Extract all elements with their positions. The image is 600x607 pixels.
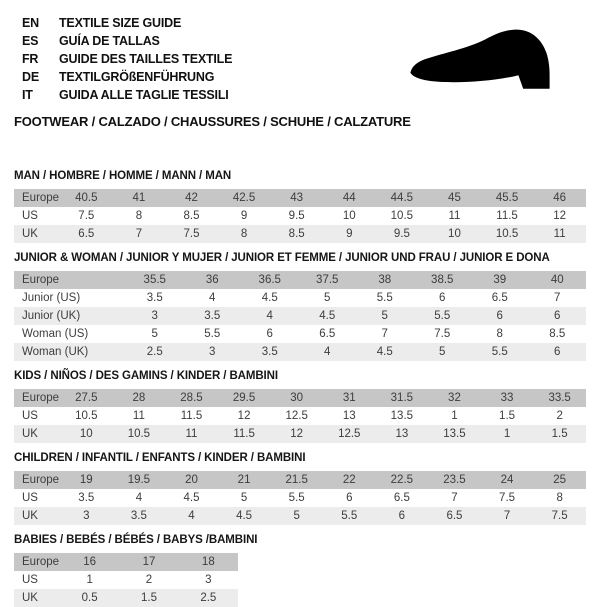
size-cell: 9 [346, 228, 353, 240]
size-table [14, 471, 586, 525]
size-cell: 6 [439, 292, 446, 304]
row-label: UK [22, 428, 38, 440]
size-cell: 3.5 [146, 292, 163, 304]
size-cell: 6.5 [319, 328, 336, 340]
size-table-title: MAN / HOMBRE / HOMME / MANN / MAN [14, 170, 232, 182]
size-table [14, 189, 586, 243]
row-label: Woman (UK) [22, 346, 89, 358]
size-cell: 6.5 [491, 292, 508, 304]
row-label: US [22, 574, 38, 586]
size-cell: 39 [493, 274, 507, 286]
table-row [14, 207, 586, 225]
size-cell: 43 [290, 192, 304, 204]
size-cell: 9 [240, 210, 248, 222]
size-cell: 6 [554, 310, 561, 322]
size-cell: 44.5 [390, 192, 414, 204]
size-cell: 41 [132, 192, 146, 204]
size-cell: 10.5 [127, 428, 151, 440]
size-cell: 11 [553, 228, 566, 240]
size-cell: 8.5 [549, 328, 566, 340]
size-cell: 24 [500, 474, 514, 486]
size-cell: 0.5 [81, 592, 98, 604]
size-cell: 1 [451, 410, 458, 422]
size-cell: 5 [381, 310, 388, 322]
size-cell: 3.5 [204, 310, 221, 322]
size-cell: 7.5 [78, 210, 95, 222]
size-table-section [14, 252, 586, 361]
size-cell: 5.5 [376, 292, 393, 304]
table-row [14, 589, 238, 607]
table-row [14, 189, 586, 207]
size-cell: 17 [142, 556, 156, 568]
size-cell: 5 [439, 346, 446, 358]
size-cell: 12.5 [338, 428, 361, 440]
size-table [14, 553, 238, 607]
size-cell: 11 [448, 210, 461, 222]
size-cell: 6 [554, 346, 561, 358]
table-row [14, 425, 586, 443]
size-cell: 3 [205, 574, 212, 586]
size-cell: 19 [79, 474, 93, 486]
size-cell: 5 [151, 328, 158, 340]
size-cell: 1 [503, 428, 511, 440]
size-cell: 6.5 [78, 228, 95, 240]
size-cell: 38 [378, 274, 392, 286]
size-cell: 4 [135, 492, 143, 504]
size-cell: 10.5 [495, 228, 519, 240]
size-cell: 4.5 [236, 510, 253, 522]
size-cell: 1.5 [499, 410, 516, 422]
size-cell: 12 [237, 410, 251, 422]
language-code: DE [22, 70, 39, 84]
size-cell: 7.5 [434, 328, 451, 340]
size-cell: 9.5 [393, 228, 410, 240]
size-cell: 2.5 [146, 346, 163, 358]
size-cell: 40.5 [75, 192, 98, 204]
row-label: Europe [22, 474, 60, 486]
size-cell: 45 [448, 192, 461, 204]
language-code: FR [22, 52, 39, 66]
language-label: GUIDA ALLE TAGLIE TESSILI [59, 88, 229, 102]
size-cell: 10 [79, 428, 93, 440]
size-cell: 46 [553, 192, 567, 204]
size-cell: 6.5 [393, 492, 410, 504]
size-cell: 18 [201, 556, 215, 568]
header [0, 0, 600, 131]
category-title: FOOTWEAR / CALZADO / CHAUSSURES / SCHUHE / CALZATURE [14, 114, 411, 129]
size-cell: 30 [290, 392, 304, 404]
size-table-title: JUNIOR & WOMAN / JUNIOR Y MUJER / JUNIOR ET FEMME / JUNIOR UND FRAU / JUNIOR E DONA [14, 252, 550, 264]
size-cell: 5 [240, 492, 248, 504]
size-cell: 6 [496, 310, 503, 322]
size-cell: 7 [381, 328, 388, 340]
size-cell: 1.5 [551, 428, 568, 440]
size-cell: 9.5 [288, 210, 305, 222]
size-table [14, 271, 586, 361]
size-cell: 7 [135, 228, 143, 240]
language-code: EN [22, 16, 39, 30]
size-cell: 11 [132, 410, 145, 422]
size-cell: 3.5 [78, 492, 95, 504]
size-tables [0, 170, 600, 607]
size-cell: 25 [553, 474, 567, 486]
table-row [14, 271, 586, 289]
table-row [14, 389, 586, 407]
size-cell: 3.5 [130, 510, 147, 522]
size-cell: 8.5 [183, 210, 200, 222]
size-cell: 2.5 [200, 592, 217, 604]
size-cell: 29.5 [232, 392, 256, 404]
row-label: Europe [22, 192, 60, 204]
size-table-title: CHILDREN / INFANTIL / ENFANTS / KINDER / BAMBINI [14, 452, 306, 464]
size-cell: 13.5 [443, 428, 466, 440]
language-label: TEXTILGRÖßENFÜHRUNG [59, 70, 215, 84]
size-cell: 4 [188, 510, 195, 522]
size-cell: 10 [342, 210, 356, 222]
size-cell: 31.5 [390, 392, 414, 404]
row-label: Europe [22, 274, 60, 286]
size-cell: 36.5 [258, 274, 281, 286]
table-row [14, 507, 586, 525]
table-row [14, 289, 586, 307]
size-cell: 6 [398, 510, 406, 522]
language-label: GUIDE DES TAILLES TEXTILE [59, 52, 233, 66]
row-label: Woman (US) [22, 328, 89, 340]
table-row [14, 225, 586, 243]
size-cell: 10.5 [75, 410, 98, 422]
size-cell: 4.5 [319, 310, 336, 322]
row-label: US [22, 410, 38, 422]
size-cell: 37.5 [316, 274, 339, 286]
size-cell: 16 [83, 556, 97, 568]
size-cell: 2 [556, 410, 563, 422]
size-cell: 28 [132, 392, 146, 404]
size-cell: 1 [86, 574, 93, 586]
size-cell: 35.5 [143, 274, 166, 286]
table-row [14, 489, 586, 507]
size-cell: 11.5 [496, 210, 518, 222]
size-cell: 20 [185, 474, 198, 486]
size-table-title: KIDS / NIÑOS / DES GAMINS / KINDER / BAMBINI [14, 370, 278, 382]
table-row [14, 571, 238, 589]
size-cell: 21 [237, 474, 251, 486]
size-cell: 19.5 [127, 474, 151, 486]
size-cell: 28.5 [180, 392, 203, 404]
table-row [14, 343, 586, 361]
size-cell: 12 [553, 210, 567, 222]
size-cell: 42 [185, 192, 198, 204]
size-table-section [14, 534, 586, 607]
size-cell: 13.5 [390, 410, 414, 422]
size-cell: 10.5 [390, 210, 414, 222]
size-cell: 23.5 [443, 474, 466, 486]
size-cell: 5 [293, 510, 300, 522]
size-cell: 5 [324, 292, 331, 304]
size-cell: 7.5 [183, 228, 200, 240]
size-cell: 5.5 [288, 492, 305, 504]
size-cell: 42.5 [232, 192, 256, 204]
size-cell: 8 [240, 228, 248, 240]
size-cell: 7 [554, 292, 561, 304]
row-label: Europe [22, 392, 60, 404]
size-cell: 7 [503, 510, 511, 522]
language-code: IT [22, 88, 33, 102]
size-cell: 8 [556, 492, 563, 504]
size-cell: 5.5 [434, 310, 451, 322]
table-row [14, 325, 586, 343]
table-row [14, 307, 586, 325]
size-cell: 27.5 [75, 392, 98, 404]
size-cell: 6 [346, 492, 353, 504]
size-cell: 4.5 [376, 346, 393, 358]
size-cell: 5.5 [341, 510, 358, 522]
size-cell: 10 [448, 228, 461, 240]
language-label: TEXTILE SIZE GUIDE [59, 16, 182, 30]
size-cell: 12 [290, 428, 304, 440]
size-cell: 32 [448, 392, 461, 404]
size-cell: 6.5 [446, 510, 463, 522]
size-cell: 22.5 [390, 474, 414, 486]
size-cell: 5.5 [204, 328, 221, 340]
size-cell: 40 [550, 274, 564, 286]
size-cell: 12.5 [285, 410, 308, 422]
size-cell: 38.5 [431, 274, 454, 286]
size-cell: 7.5 [551, 510, 568, 522]
size-cell: 11 [185, 428, 198, 440]
size-cell: 4.5 [261, 292, 278, 304]
size-cell: 3.5 [261, 346, 278, 358]
size-cell: 2 [145, 574, 153, 586]
size-cell: 11.5 [233, 428, 255, 440]
size-cell: 4 [266, 310, 273, 322]
row-label: Junior (US) [22, 292, 81, 304]
size-cell: 13 [395, 428, 409, 440]
size-cell: 45.5 [495, 192, 519, 204]
size-cell: 3 [209, 346, 216, 358]
size-cell: 33.5 [548, 392, 571, 404]
row-label: UK [22, 592, 38, 604]
size-table-section [14, 170, 586, 243]
size-cell: 3 [151, 310, 158, 322]
size-cell: 8.5 [288, 228, 305, 240]
language-label: GUÍA DE TALLAS [59, 34, 160, 48]
size-table-title: BABIES / BEBÉS / BÉBÉS / BABYS /BAMBINI [14, 534, 258, 546]
size-cell: 7 [451, 492, 458, 504]
size-cell: 21.5 [285, 474, 308, 486]
table-row [14, 471, 586, 489]
size-cell: 5.5 [491, 346, 508, 358]
size-cell: 31 [342, 392, 356, 404]
size-cell: 36 [205, 274, 219, 286]
size-cell: 7.5 [499, 492, 516, 504]
dress-shoe-icon [394, 24, 574, 96]
row-label: UK [22, 510, 38, 522]
row-label: Junior (UK) [22, 310, 81, 322]
size-cell: 44 [342, 192, 356, 204]
size-cell: 4.5 [183, 492, 200, 504]
size-cell: 13 [342, 410, 356, 422]
size-cell: 22 [342, 474, 356, 486]
size-cell: 6 [266, 328, 273, 340]
language-code: ES [22, 34, 39, 48]
size-cell: 1.5 [140, 592, 157, 604]
size-cell: 8 [496, 328, 503, 340]
size-cell: 33 [500, 392, 514, 404]
size-cell: 3 [83, 510, 90, 522]
table-row [14, 407, 586, 425]
row-label: UK [22, 228, 38, 240]
size-table [14, 389, 586, 443]
size-cell: 4 [209, 292, 216, 304]
size-table-section [14, 452, 586, 525]
size-cell: 8 [135, 210, 143, 222]
size-table-section [14, 370, 586, 443]
size-cell: 11.5 [180, 410, 203, 422]
row-label: US [22, 492, 38, 504]
table-row [14, 553, 238, 571]
size-cell: 4 [324, 346, 331, 358]
row-label: Europe [22, 556, 60, 568]
row-label: US [22, 210, 38, 222]
